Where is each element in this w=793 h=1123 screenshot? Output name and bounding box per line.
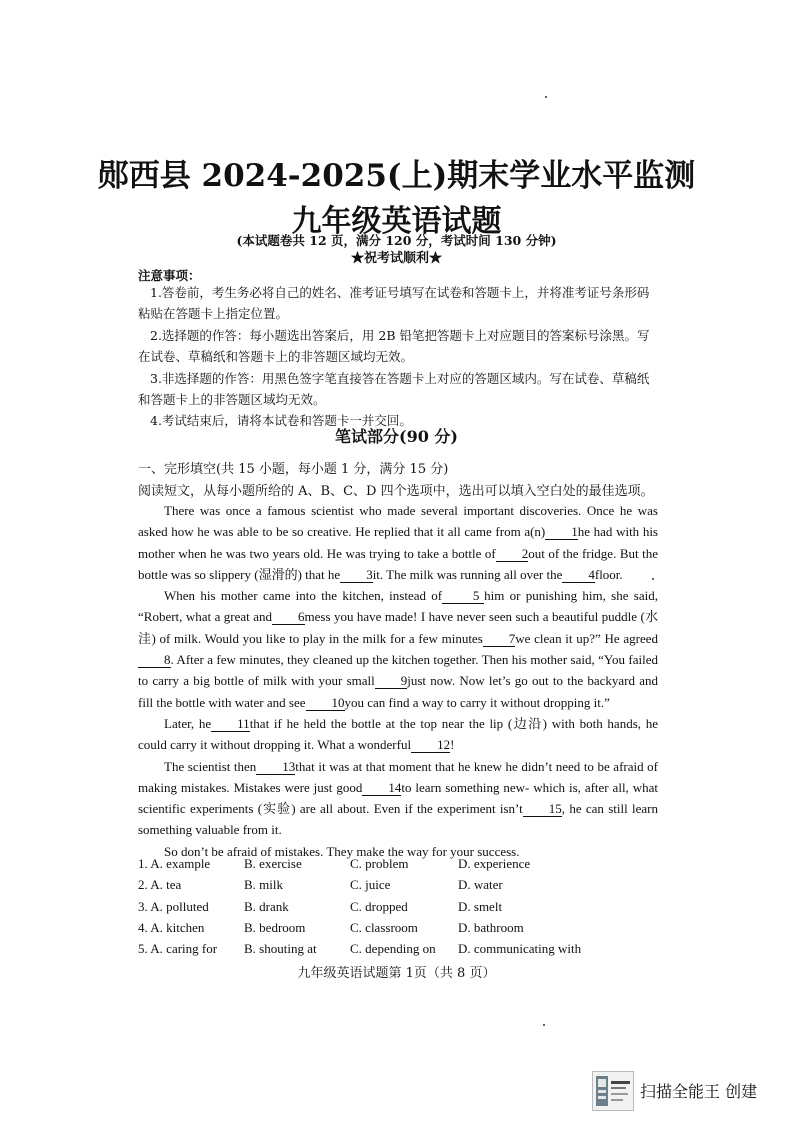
notice-item: 1.答卷前，考生务必将自己的姓名、准考证号填写在试卷和答题卡上，并将准考证号条形码粘贴在答题卡上指定位置。 [138, 285, 650, 322]
passage-text: Later, he [164, 715, 212, 731]
passage-text: we clean it up?” He agreed [515, 630, 658, 646]
passage-text: mess you have made! I have never seen such a beautiful puddle (水洼) of milk. Would you like to play in the milk for a few minutes [138, 609, 658, 646]
blank-9: 9 [375, 674, 408, 689]
camscanner-logo-icon [592, 1071, 634, 1111]
passage-text: him or punishing him, she said, “Robert, what a great and [138, 588, 658, 625]
notice-heading: 注意事项： [138, 268, 201, 283]
passage-text: out of the fridge. But the bottle was so slippery (湿滑的) that he [138, 545, 658, 582]
option-row [138, 853, 658, 874]
option-d: D. smelt [458, 898, 503, 914]
passage-paragraph [138, 500, 658, 585]
part-instruction: 阅读短文，从每小题所给的 A、B、C、D 四个选项中，选出可以填入空白处的最佳选项。 [138, 484, 654, 499]
option-b: B. milk [244, 877, 284, 893]
option-d: D. communicating with [458, 941, 582, 957]
exam-title-subject: 九年级英语试题 [291, 204, 502, 239]
option-a: 5. A. caring for [138, 941, 218, 957]
passage-text: he had with his mother when he was two years old. He was trying to take a bottle of [138, 524, 658, 561]
passage-paragraph: So don’t be afraid of mistakes. They make the way for your success. [164, 843, 520, 859]
passage-text: ! [450, 737, 455, 753]
blank-5: 5 [442, 589, 484, 604]
blank-7: 7 [483, 632, 516, 647]
notice-item: 4.考试结束后，请将本试卷和答题卡一并交回。 [150, 413, 412, 429]
passage-paragraph [138, 756, 658, 841]
option-c: C. dropped [350, 898, 408, 914]
blank-15: 15 [523, 802, 562, 817]
notice-list [138, 282, 658, 432]
option-a: 4. A. kitchen [138, 919, 205, 935]
passage-paragraph [138, 585, 658, 713]
scanner-watermark: 扫描全能王 创建 [640, 1082, 758, 1101]
passage-text: When his mother came into the kitchen, instead of [164, 588, 443, 604]
blank-14: 14 [362, 781, 401, 796]
option-d: D. bathroom [458, 919, 524, 935]
passage-text: it. The milk was running all over the [372, 566, 563, 582]
answer-options [138, 853, 658, 959]
passage-text: you can find a way to carry it without dropping it.” [344, 694, 610, 710]
passage-text: that if he held the bottle at the top near the lip (边沿) with both hands, he could carry it without dropping it. What a wonderful [138, 715, 659, 753]
passage-text: , he can still learn something valuable from it. [138, 801, 658, 838]
passage-text: floor. [594, 566, 623, 582]
blank-3: 3 [340, 568, 373, 583]
option-a: 1. A. example [138, 856, 211, 871]
page-footer: 九年级英语试题第 1页（共 8 页） [297, 966, 496, 981]
blank-12: 12 [411, 738, 450, 753]
blank-8: 8 [138, 653, 171, 668]
option-b: B. bedroom [244, 919, 306, 935]
option-c: C. classroom [350, 919, 418, 935]
passage-paragraph [138, 713, 658, 756]
option-b: B. exercise [244, 856, 302, 871]
passage-text: just now. Now let’s go out to the backyard and fill the bottle with water and see [138, 673, 658, 710]
option-c: C. problem [350, 856, 409, 871]
option-c: C. depending on [350, 941, 436, 957]
blank-1: 1 [545, 525, 578, 540]
scan-speck [543, 1024, 545, 1026]
scan-speck [545, 96, 547, 98]
passage-text: The scientist then [164, 758, 257, 774]
option-row [138, 896, 658, 917]
section-title: 笔试部分(90 分) [335, 427, 458, 446]
blank-4: 4 [562, 568, 595, 583]
passage-text: to learn something new- which is, after all, what scientific experiments (实验) are all about. Even if the experiment isn’t [138, 779, 658, 817]
option-b: B. drank [244, 898, 289, 914]
blank-6: 6 [272, 610, 305, 625]
notice-item: 2.选择题的作答：每小题选出答案后，用 2B 铅笔把答题卡上对应题目的答案标号涂黑。写在试卷、草稿纸和答题卡上的非答题区域均无效。 [138, 327, 650, 365]
option-c: C. juice [350, 877, 391, 893]
option-d: D. experience [458, 856, 531, 871]
exam-info: (本试题卷共 12 页，满分 120 分，考试时间 130 分钟) [236, 233, 557, 248]
notice-item: 3.非选择题的作答：用黑色签字笔直接答在答题卡上对应的答题区域内。写在试卷、草稿纸和答题卡上的非答题区域均无效。 [138, 370, 650, 408]
blank-2: 2 [496, 547, 529, 562]
part-heading: 一、完形填空(共 15 小题，每小题 1 分，满分 15 分) [138, 462, 449, 477]
cloze-passage [138, 500, 658, 862]
passage-text: . After a few minutes, they cleaned up the kitchen together. Then his mother said, “You failed to carry a big bottle of milk with your small [138, 652, 658, 689]
passage-text: There was once a famous scientist who made several important discoveries. Once he was asked how he was able to be so creative. He replied that it all came from a(n) [138, 503, 658, 540]
option-row [138, 874, 658, 895]
blank-13: 13 [256, 760, 295, 775]
option-d: D. water [458, 877, 503, 893]
option-row [138, 917, 658, 938]
blank-10: 10 [306, 696, 345, 711]
option-a: 2. A. tea [138, 877, 182, 893]
option-row [138, 938, 658, 959]
exam-title-region: 郧西县 2024-2025(上)期末学业水平监测 [97, 158, 696, 194]
option-b: B. shouting at [244, 941, 317, 957]
good-luck-line: ★祝考试顺利★ [350, 251, 442, 266]
blank-11: 11 [211, 717, 250, 732]
passage-text: that it was at that moment that he knew he didn’t need to be afraid of making mistakes. Mistakes were just good [138, 758, 658, 795]
option-a: 3. A. polluted [138, 898, 209, 914]
